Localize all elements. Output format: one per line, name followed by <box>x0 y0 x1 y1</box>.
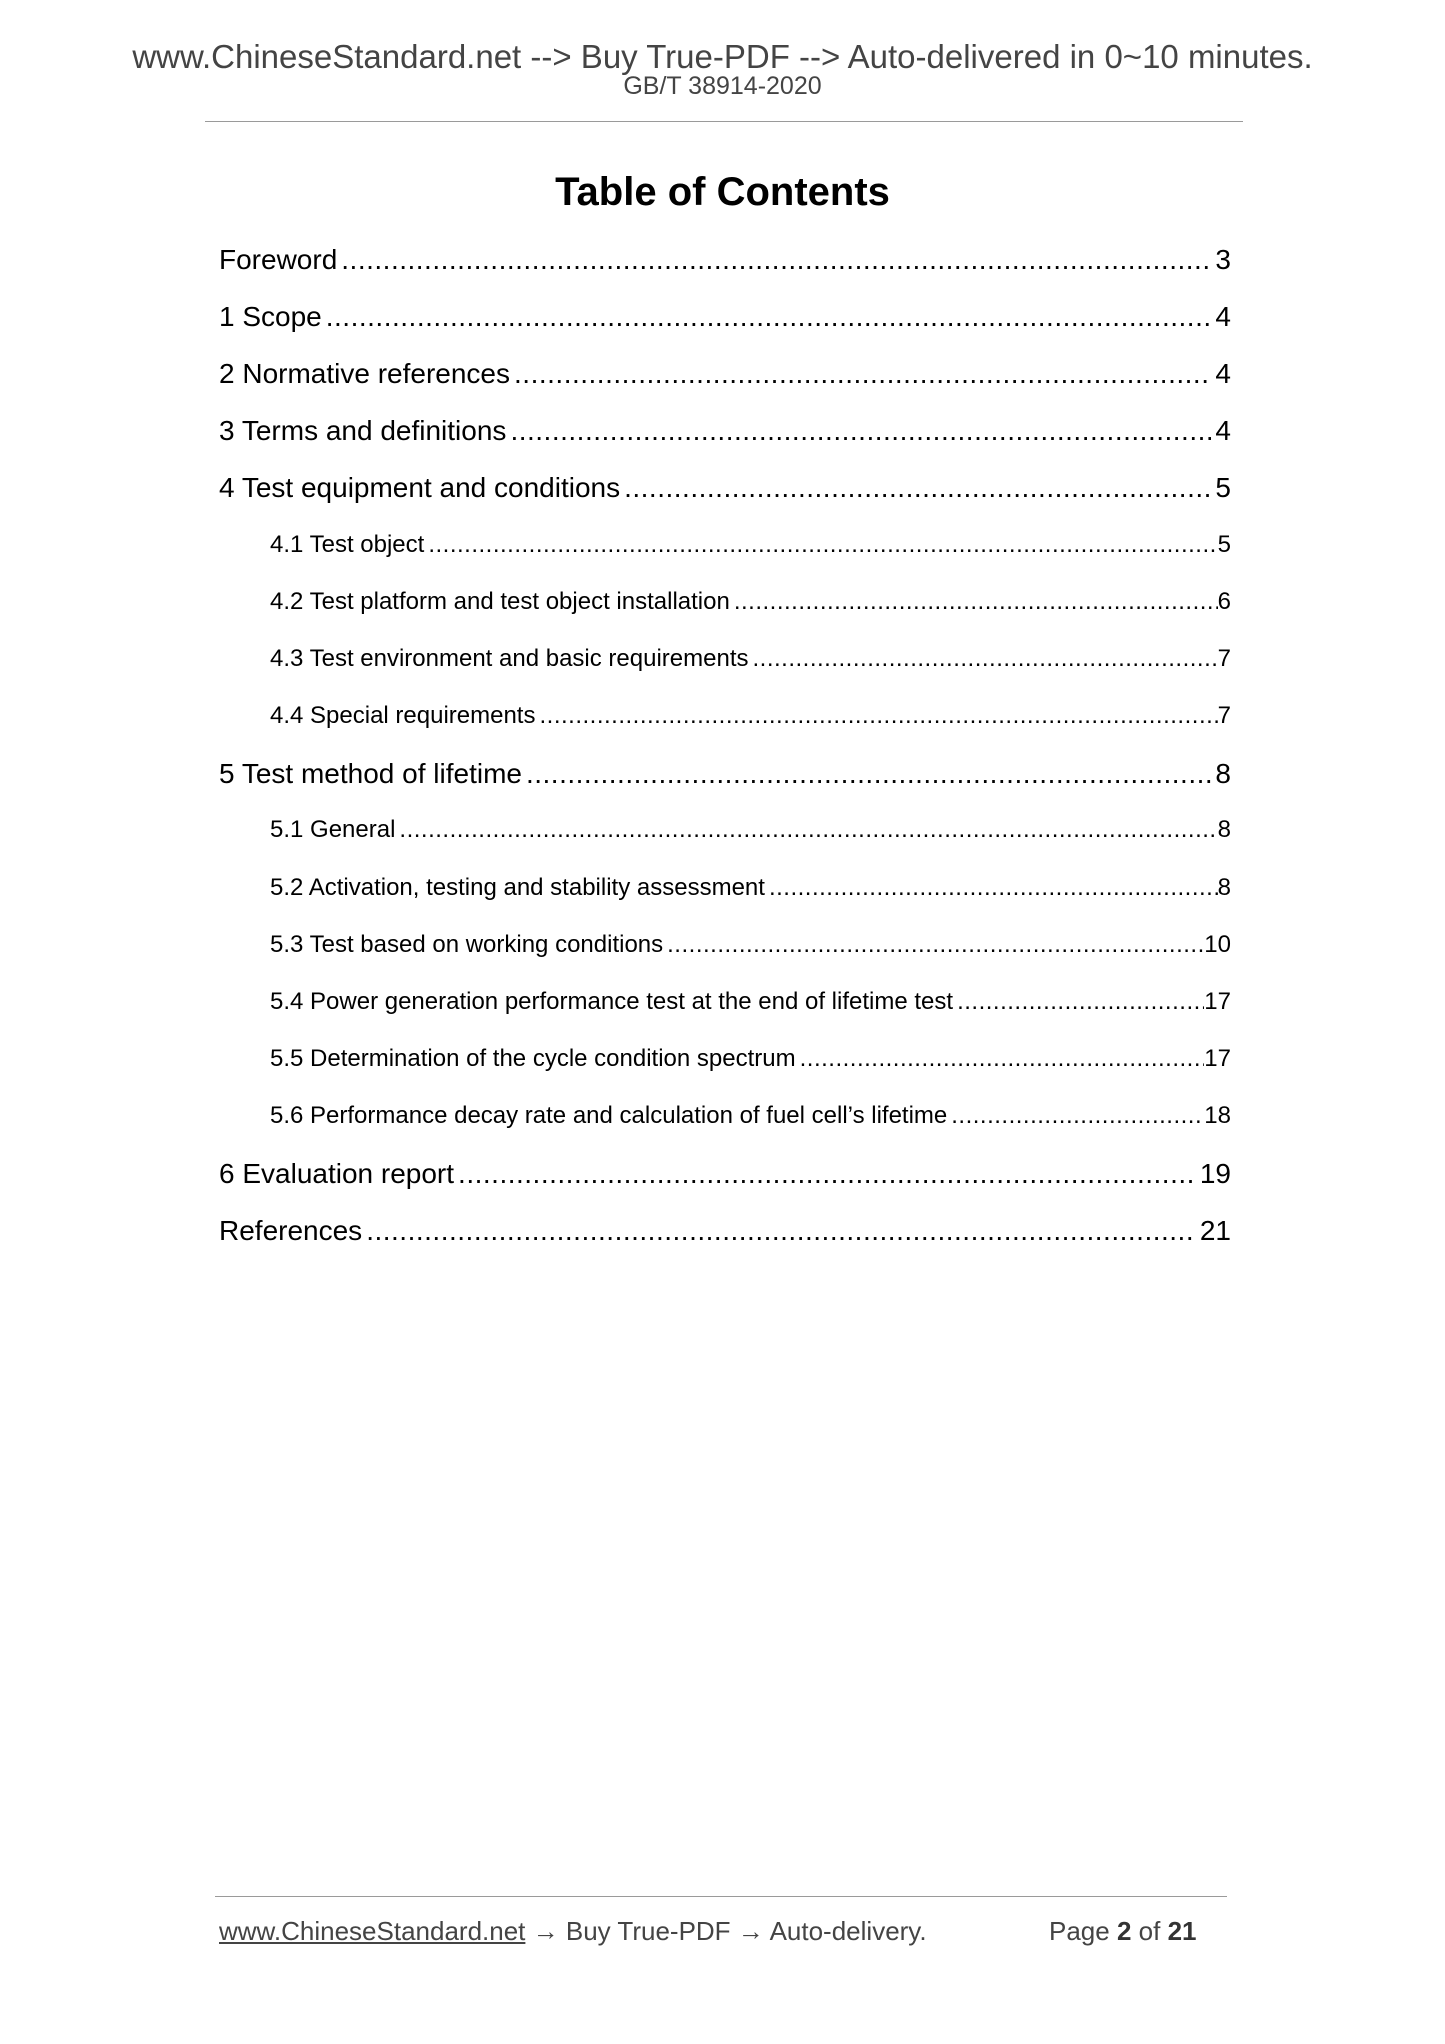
toc-label: 4.4 Special requirements <box>270 702 536 729</box>
toc-entry-5-3[interactable] <box>270 933 1231 957</box>
toc-leader-dots <box>341 246 1211 274</box>
toc-entry-4-4[interactable] <box>270 704 1231 728</box>
toc-leader-dots <box>800 1047 1205 1071</box>
toc-page-number: 7 <box>1217 645 1231 672</box>
toc-page-number: 5 <box>1217 531 1231 558</box>
toc-entry-5-4[interactable] <box>270 990 1231 1014</box>
toc-leader-dots <box>769 876 1218 900</box>
toc-leader-dots <box>539 704 1217 728</box>
footer-tagline: → Buy True-PDF → Auto-delivery. <box>525 1916 927 1946</box>
toc-leader-dots <box>734 590 1218 614</box>
toc-entry-references[interactable] <box>219 1217 1231 1245</box>
page-indicator <box>1049 1918 1197 1944</box>
toc-page-number: 6 <box>1217 588 1231 615</box>
toc-page-number: 21 <box>1199 1215 1231 1246</box>
toc-entry-5-6[interactable] <box>270 1104 1231 1128</box>
toc-entry-5-5[interactable] <box>270 1047 1231 1071</box>
toc-label: 1 Scope <box>219 301 322 332</box>
toc-entry-scope[interactable] <box>219 303 1231 331</box>
toc-page-number: 17 <box>1204 1045 1231 1072</box>
toc-label: 5.6 Performance decay rate and calculation of fuel cell’s lifetime <box>270 1102 948 1129</box>
toc-page-number: 8 <box>1217 874 1231 901</box>
current-page-number: 2 <box>1116 1916 1132 1946</box>
page-title: Table of Contents <box>555 170 890 214</box>
toc-label: 4 Test equipment and conditions <box>219 472 621 503</box>
toc-leader-dots <box>624 474 1211 502</box>
toc-leader-dots <box>957 990 1204 1014</box>
toc-label: 5 Test method of lifetime <box>219 758 522 789</box>
toc-page-number: 10 <box>1204 931 1231 958</box>
toc-entry-evaluation-report[interactable] <box>219 1160 1231 1188</box>
toc-page-number: 4 <box>1215 301 1231 332</box>
toc-leader-dots <box>753 647 1218 671</box>
toc-leader-dots <box>526 760 1211 788</box>
toc-entry-4-3[interactable] <box>270 647 1231 671</box>
toc-page-number: 5 <box>1215 472 1231 503</box>
total-page-count: 21 <box>1167 1916 1197 1946</box>
toc-leader-dots <box>951 1104 1204 1128</box>
toc-label: 5.4 Power generation performance test at the end of lifetime test <box>270 988 954 1015</box>
toc-label: 5.3 Test based on working conditions <box>270 931 664 958</box>
toc-entry-terms-and-definitions[interactable] <box>219 417 1231 445</box>
toc-label: 5.1 General <box>270 816 396 843</box>
toc-label: Foreword <box>219 244 338 275</box>
page-word: Page <box>1049 1916 1110 1946</box>
header-banner: www.ChineseStandard.net --> Buy True-PDF --> Auto-delivered in 0~10 minutes. <box>132 38 1313 75</box>
toc-page-number: 8 <box>1217 816 1231 843</box>
footer-divider <box>215 1896 1227 1897</box>
toc-label: 6 Evaluation report <box>219 1158 455 1189</box>
toc-page-number: 8 <box>1215 758 1231 789</box>
toc-leader-dots <box>667 933 1204 957</box>
toc-entry-foreword[interactable] <box>219 246 1231 274</box>
toc-page-number: 4 <box>1215 358 1231 389</box>
toc-leader-dots <box>458 1160 1196 1188</box>
toc-page-number: 7 <box>1217 702 1231 729</box>
toc-entry-normative-references[interactable] <box>219 360 1231 388</box>
toc-entry-4-1[interactable] <box>270 533 1231 557</box>
toc-entry-test-equipment[interactable] <box>219 474 1231 502</box>
toc-leader-dots <box>428 533 1217 557</box>
toc-entry-4-2[interactable] <box>270 590 1231 614</box>
toc-leader-dots <box>399 818 1217 842</box>
toc-entry-5-1[interactable] <box>270 818 1231 842</box>
toc-page-number: 18 <box>1204 1102 1231 1129</box>
toc-leader-dots <box>326 303 1212 331</box>
toc-label: 5.2 Activation, testing and stability assessment <box>270 874 765 901</box>
toc-entry-5-2[interactable] <box>270 876 1231 900</box>
footer-left <box>219 1918 927 1944</box>
toc-label: 4.1 Test object <box>270 531 425 558</box>
toc-page-number: 4 <box>1215 415 1231 446</box>
document-number: GB/T 38914-2020 <box>623 72 822 100</box>
toc-leader-dots <box>366 1217 1196 1245</box>
footer-website-link[interactable]: www.ChineseStandard.net <box>219 1916 526 1946</box>
toc-label: References <box>219 1215 363 1246</box>
of-word: of <box>1138 1916 1161 1946</box>
toc-leader-dots <box>514 360 1211 388</box>
toc-label: 5.5 Determination of the cycle condition spectrum <box>270 1045 796 1072</box>
toc-leader-dots <box>510 417 1211 445</box>
toc-page-number: 17 <box>1204 988 1231 1015</box>
toc-label: 4.2 Test platform and test object installation <box>270 588 730 615</box>
header-divider <box>205 121 1243 122</box>
toc-page-number: 3 <box>1215 244 1231 275</box>
toc-entry-test-method-of-lifetime[interactable] <box>219 760 1231 788</box>
toc-label: 2 Normative references <box>219 358 511 389</box>
toc-page-number: 19 <box>1199 1158 1231 1189</box>
toc-label: 3 Terms and definitions <box>219 415 507 446</box>
toc-label: 4.3 Test environment and basic requirements <box>270 645 749 672</box>
